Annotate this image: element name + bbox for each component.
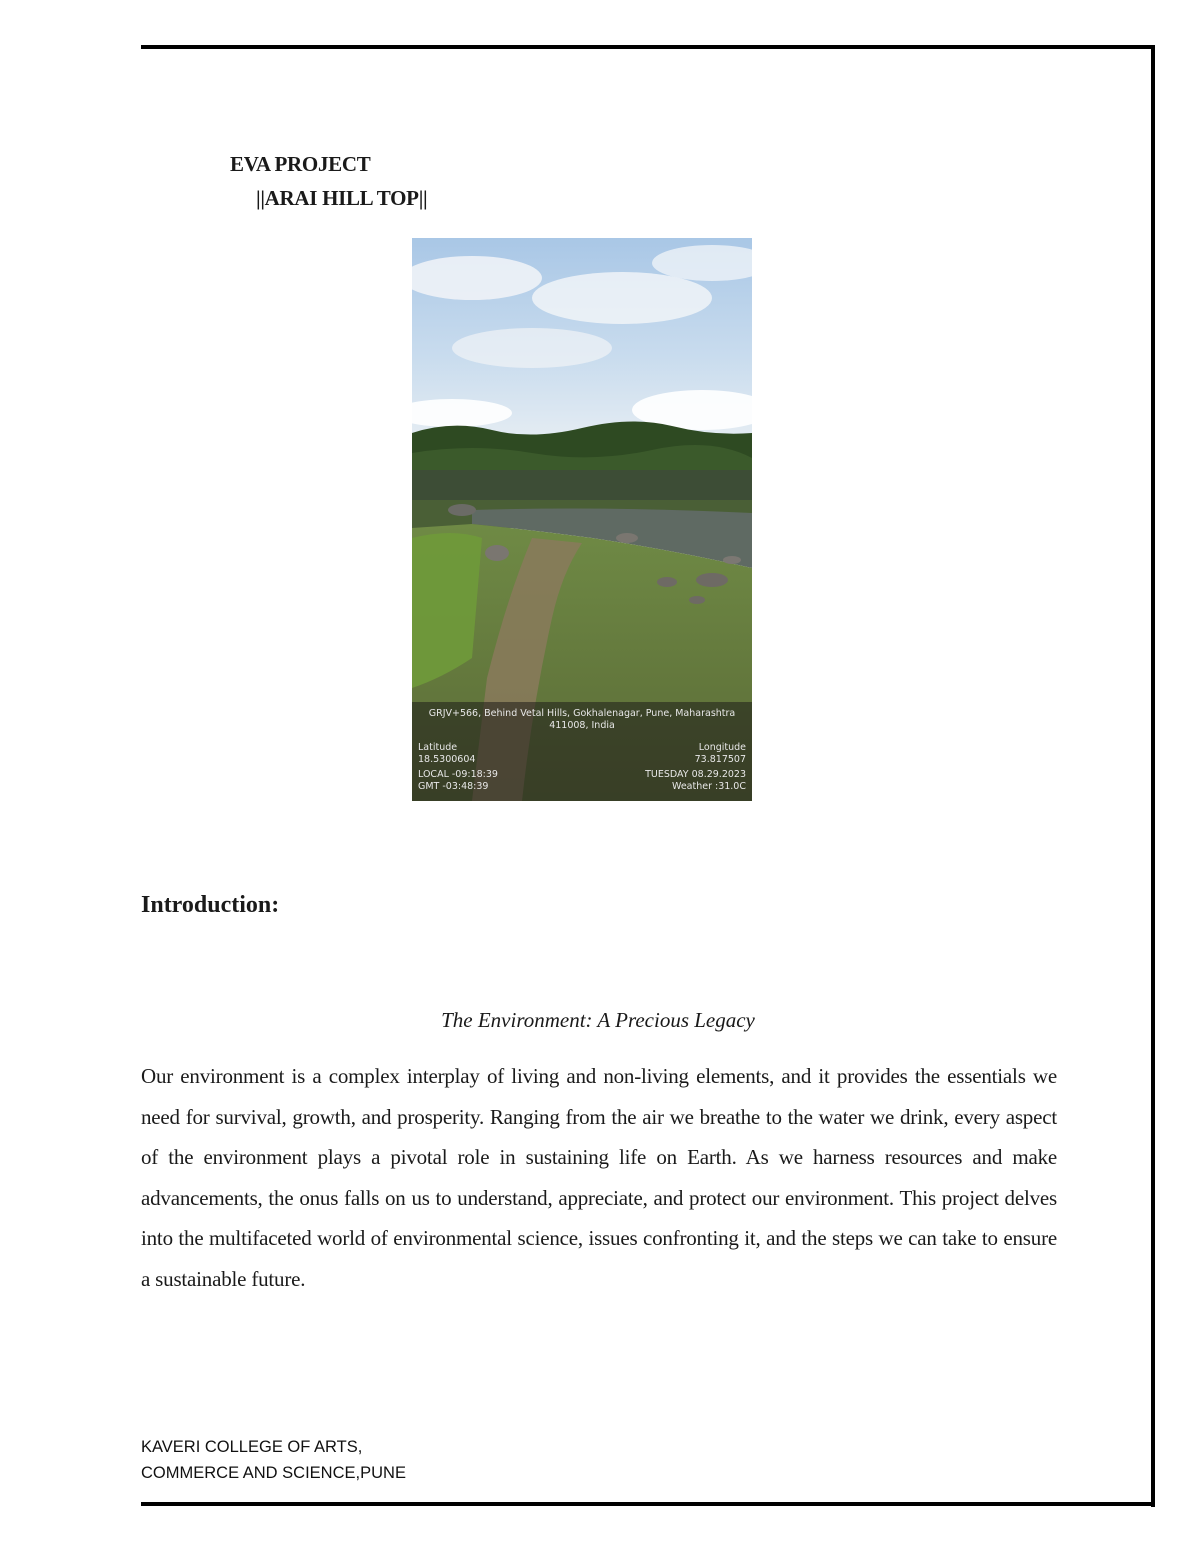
latitude-label: Latitude [418, 742, 458, 753]
page-footer [141, 1434, 406, 1486]
site-photo [412, 238, 752, 801]
longitude-value: 73.817507 [694, 754, 746, 765]
latitude-value: 18.5300604 [418, 754, 476, 765]
photo-date: TUESDAY 08.29.2023 [645, 769, 746, 780]
intro-paragraph: Our environment is a complex interplay of living and non-living elements, and it provides the essentials we need for survival, growth, and prosperity. Ranging from the air we breathe to the water we drink, every aspect of the environment plays a pivotal role in sustaining life on Earth. As we harness resources and make advancements, the onus falls on us to understand, appreciate, and protect our environment. This project delves into the multifaceted world of environmental science, issues confronting it, and the steps we can take to ensure a sustainable future. [141, 1064, 1057, 1291]
longitude-label: Longitude [698, 742, 746, 753]
section-heading: Introduction: [141, 892, 280, 918]
page-border-bottom [141, 1502, 1155, 1506]
document-title: EVA PROJECT [230, 152, 371, 176]
footer-line-1: KAVERI COLLEGE OF ARTS, [141, 1438, 363, 1456]
geotag-overlay [412, 702, 752, 801]
page-border-right [1151, 45, 1155, 1507]
geotag-address: GRJV+566, Behind Vetal Hills, Gokhalenagar, Pune, Maharashtra 411008, India [428, 708, 736, 731]
document-subtitle: ||ARAI HILL TOP|| [256, 186, 428, 210]
gmt-time: GMT -03:48:39 [418, 781, 489, 792]
local-time: LOCAL -09:18:39 [418, 769, 498, 780]
footer-line-2: COMMERCE AND SCIENCE,PUNE [141, 1464, 406, 1482]
section-subheading: The Environment: A Precious Legacy [441, 1008, 755, 1032]
weather-reading: Weather :31.0C [671, 781, 746, 792]
page-border-top [141, 45, 1155, 49]
